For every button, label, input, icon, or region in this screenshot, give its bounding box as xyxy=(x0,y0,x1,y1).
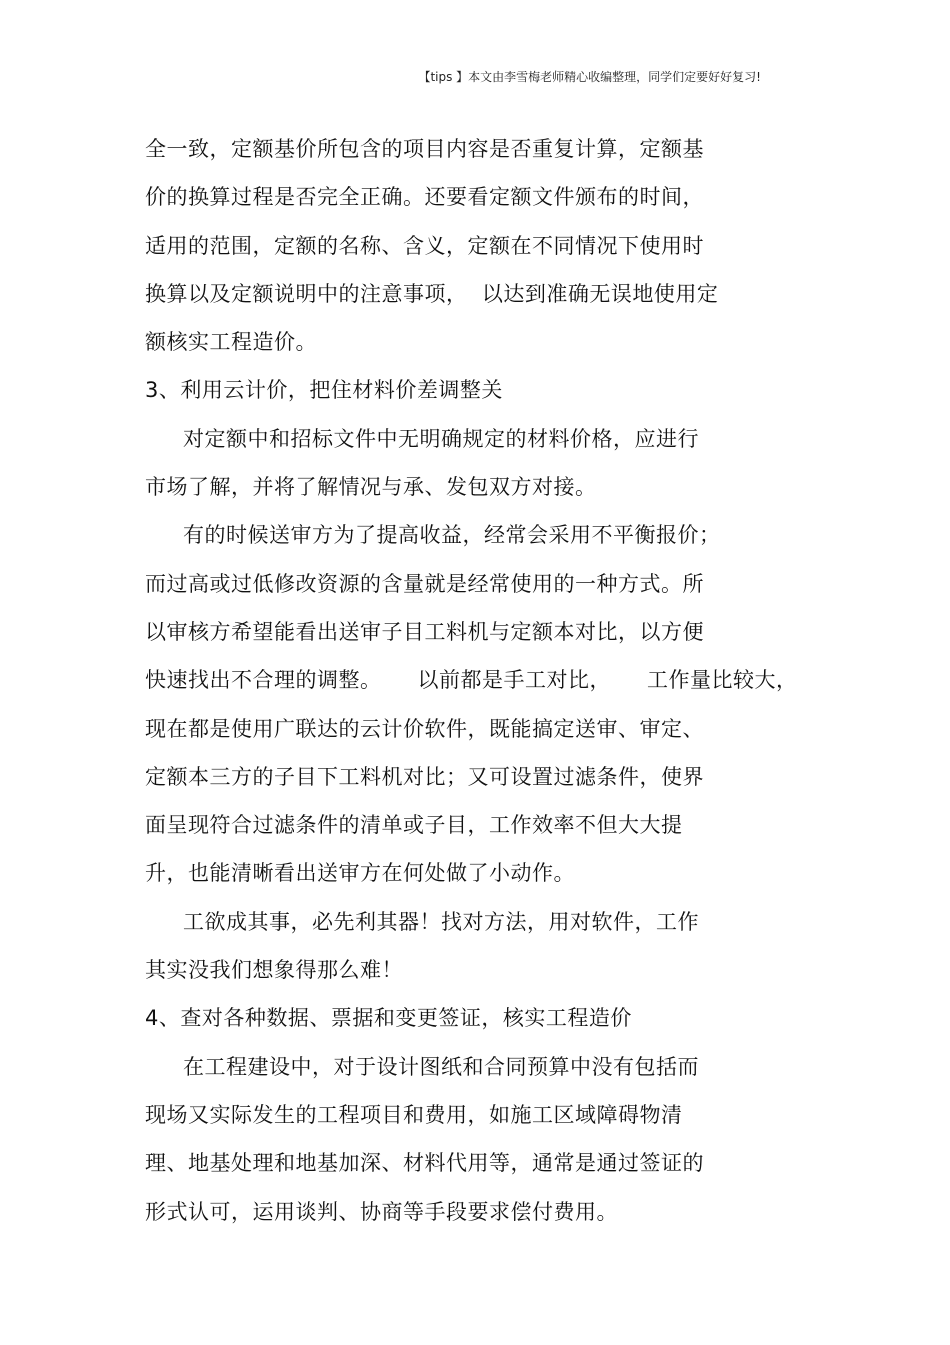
text-line: 理、地基处理和地基加深、材料代用等，通常是通过签证的 xyxy=(145,1151,704,1176)
text-line: 其实没我们想象得那么难！ xyxy=(145,958,403,983)
text-line: 面呈现符合过滤条件的清单或子目，工作效率不但大大提 xyxy=(145,813,683,838)
text-line: 现在都是使用广联达的云计价软件，既能搞定送审、审定、 xyxy=(145,716,704,741)
text-line: 形式认可，运用谈判、协商等手段要求偿付费用。 xyxy=(145,1199,618,1224)
text-line: 全一致，定额基价所包含的项目内容是否重复计算，定额基 xyxy=(145,137,704,161)
document-body xyxy=(145,125,825,1236)
text-segment: 以前都是手工对比， xyxy=(417,668,611,693)
text-segment: 工作量比较大， xyxy=(647,668,798,693)
text-segment: 快速找出不合理的调整。 xyxy=(145,668,382,693)
text-line: 适用的范围，定额的名称、含义，定额在不同情况下使用时 xyxy=(145,233,704,258)
text-line: 换算以及定额说明中的注意事项， 以达到准确无误地使用定 xyxy=(145,281,719,306)
section-heading-4: 4、查对各种数据、票据和变更签证，核实工程造价 xyxy=(145,1006,632,1031)
text-line-with-gaps xyxy=(145,656,825,704)
text-line: 以审核方希望能看出送审子目工料机与定额本对比，以方便 xyxy=(145,619,704,644)
text-line: 额核实工程造价。 xyxy=(145,330,317,355)
text-line: 市场了解，并将了解情况与承、发包双方对接。 xyxy=(145,475,597,500)
header-tips-note: 【tips 】本文由李雪梅老师精心收编整理，同学们定要好好复习! xyxy=(418,70,761,84)
section-heading-3: 3、利用云计价，把住材料价差调整关 xyxy=(145,378,503,403)
text-line: 升，也能清晰看出送审方在何处做了小动作。 xyxy=(145,861,575,886)
text-line: 价的换算过程是否完全正确。还要看定额文件颁布的时间， xyxy=(145,185,704,210)
paragraph-start: 在工程建设中，对于设计图纸和合同预算中没有包括而 xyxy=(183,1054,699,1079)
paragraph-start: 工欲成其事，必先利其器！找对方法，用对软件，工作 xyxy=(183,909,699,934)
text-line: 而过高或过低修改资源的含量就是经常使用的一种方式。所 xyxy=(145,571,704,596)
text-line: 现场又实际发生的工程项目和费用，如施工区域障碍物清 xyxy=(145,1102,683,1127)
paragraph-start: 对定额中和招标文件中无明确规定的材料价格，应进行 xyxy=(183,426,699,451)
paragraph-start: 有的时候送审方为了提高收益，经常会采用不平衡报价； xyxy=(183,523,721,548)
text-line: 定额本三方的子目下工料机对比；又可设置过滤条件，使界 xyxy=(145,764,704,789)
